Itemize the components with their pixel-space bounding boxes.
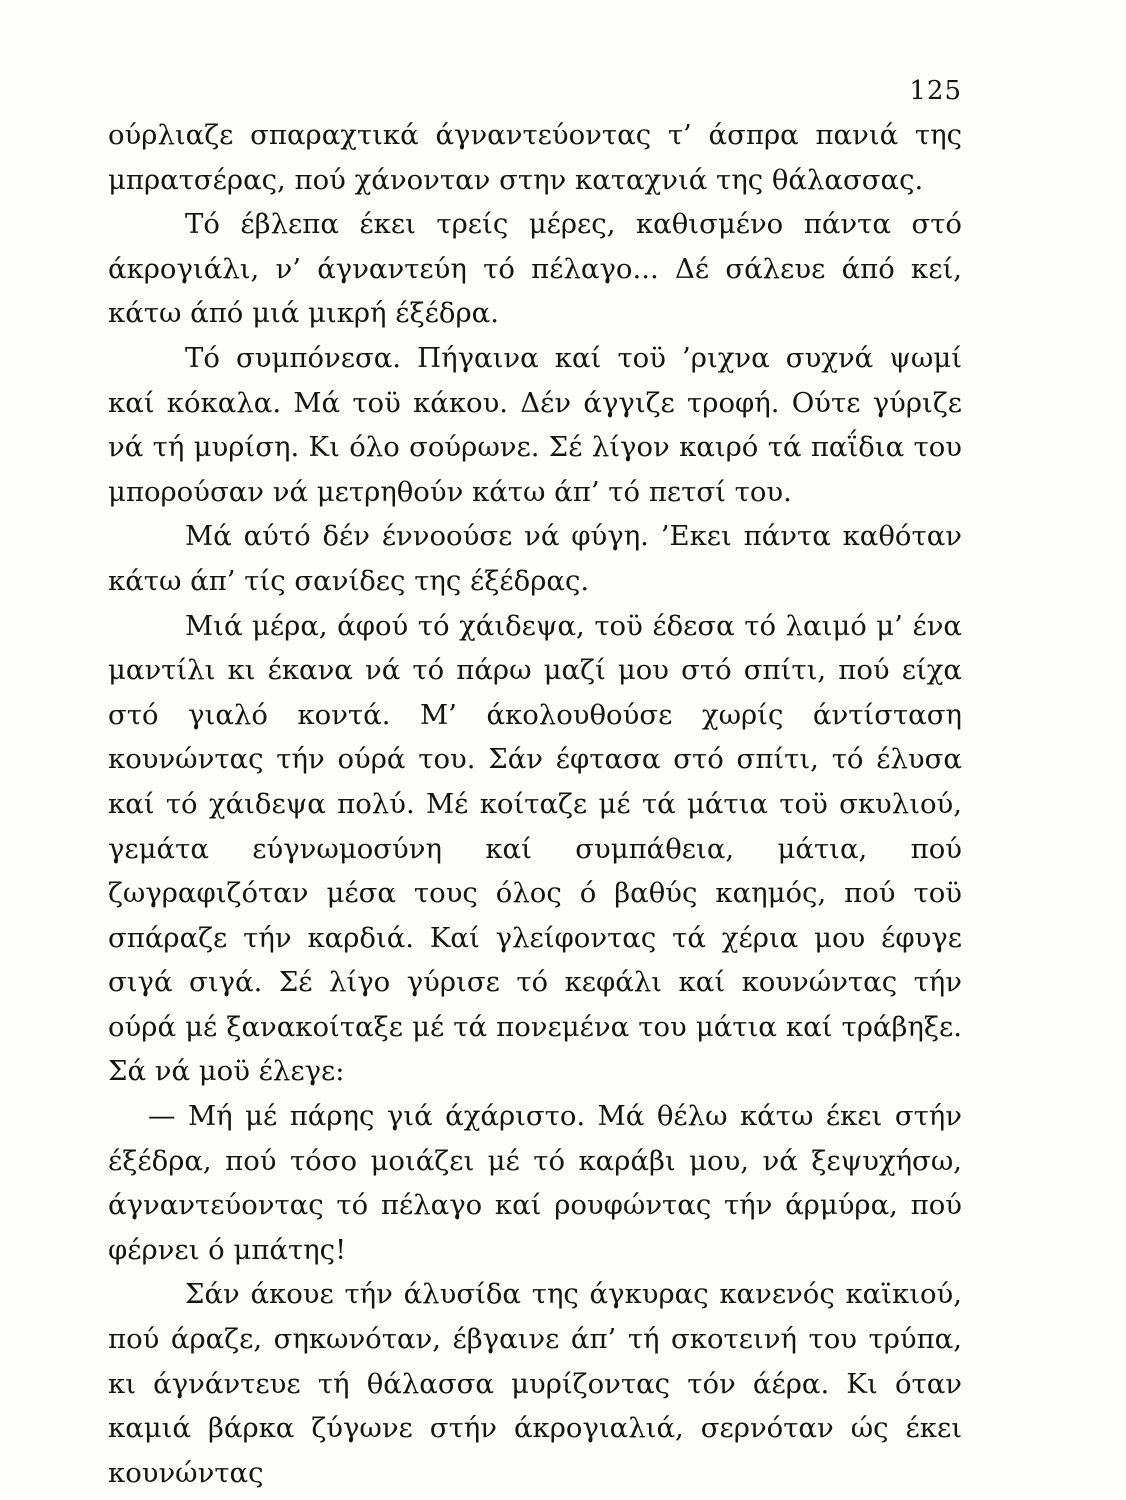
- paragraph-continued: ούρλιαζε σπαραχτικά άγναντεύοντας τ’ άσπρα πανιά της μπρατσέρας, πού χάνονταν στην καταχνιά της θάλασσας.: [108, 119, 962, 196]
- paragraph: Μιά μέρα, άφού τό χάιδεψα, τοϋ έδεσα τό λαιμό μ’ ένα μαντίλι κι έκανα νά τό πάρω μαζί μου στό σπίτι, πού είχα στό γιαλό κοντά. Μ’ άκολουθούσε χωρίς άντίσταση κουνώντας τήν ούρά του. Σάν έφτασα στό σπίτι, τό έλυσα καί τό χάιδεψα πολύ. Μέ κοίταζε μέ τά μάτια τοϋ σκυλιού, γεμάτα εύγνωμοσύνη καί συμπάθεια, μάτια, πού ζωγραφιζόταν μέσα τους όλος ό βαθύς καημός, πού τοϋ σπάραζε τήν καρδιά. Καί γλείφοντας τά χέρια μου έφυγε σιγά σιγά. Σέ λίγο γύρισε τό κεφάλι καί κουνώντας τήν ούρά μέ ξανακοίταξε μέ τά πονεμένα του μάτια καί τράβηξε. Σά νά μοϋ έλεγε:: [108, 609, 962, 1088]
- page-number: 125: [909, 76, 962, 106]
- paragraph: Τό έβλεπα έκει τρείς μέρες, καθισμένο πάντα στό άκρογιάλι, ν’ άγναντεύη τό πέλαγο... Δέ σάλευε άπό κεί, κάτω άπό μιά μικρή έξέδρα.: [108, 208, 962, 330]
- paragraph: Σάν άκουε τήν άλυσίδα της άγκυρας κανενός καϊκιού, πού άραζε, σηκωνόταν, έβγαινε άπ’ τή σκοτεινή του τρύπα, κι άγνάντευε τή θάλασσα μυρίζοντας τόν άέρα. Κι όταν καμιά βάρκα ζύγωνε στήν άκρογιαλιά, σερνόταν ώς έκει κουνώντας: [108, 1278, 962, 1489]
- body-text: [108, 113, 962, 1495]
- paragraph: Τό συμπόνεσα. Πήγαινα καί τοϋ ’ριχνα συχνά ψωμί καί κόκαλα. Μά τοϋ κάκου. Δέν άγγιζε τροφή. Ούτε γύριζε νά τή μυρίση. Κι όλο σούρωνε. Σέ λίγον καιρό τά παΐδια του μπορούσαν νά μετρηθούν κάτω άπ’ τό πετσί του.: [108, 341, 962, 508]
- dialogue-paragraph: — Μή μέ πάρης γιά άχάριστο. Μά θέλω κάτω έκει στήν έξέδρα, πού τόσο μοιάζει μέ τό καράβι μου, νά ξεψυχήσω, άγναντεύοντας τό πέλαγο καί ρουφώντας τήν άρμύρα, πού φέρνει ό μπάτης!: [108, 1100, 962, 1266]
- paragraph: Μά αύτό δέν έννοούσε νά φύγη. ’Εκει πάντα καθόταν κάτω άπ’ τίς σανίδες της έξέδρας.: [108, 520, 962, 597]
